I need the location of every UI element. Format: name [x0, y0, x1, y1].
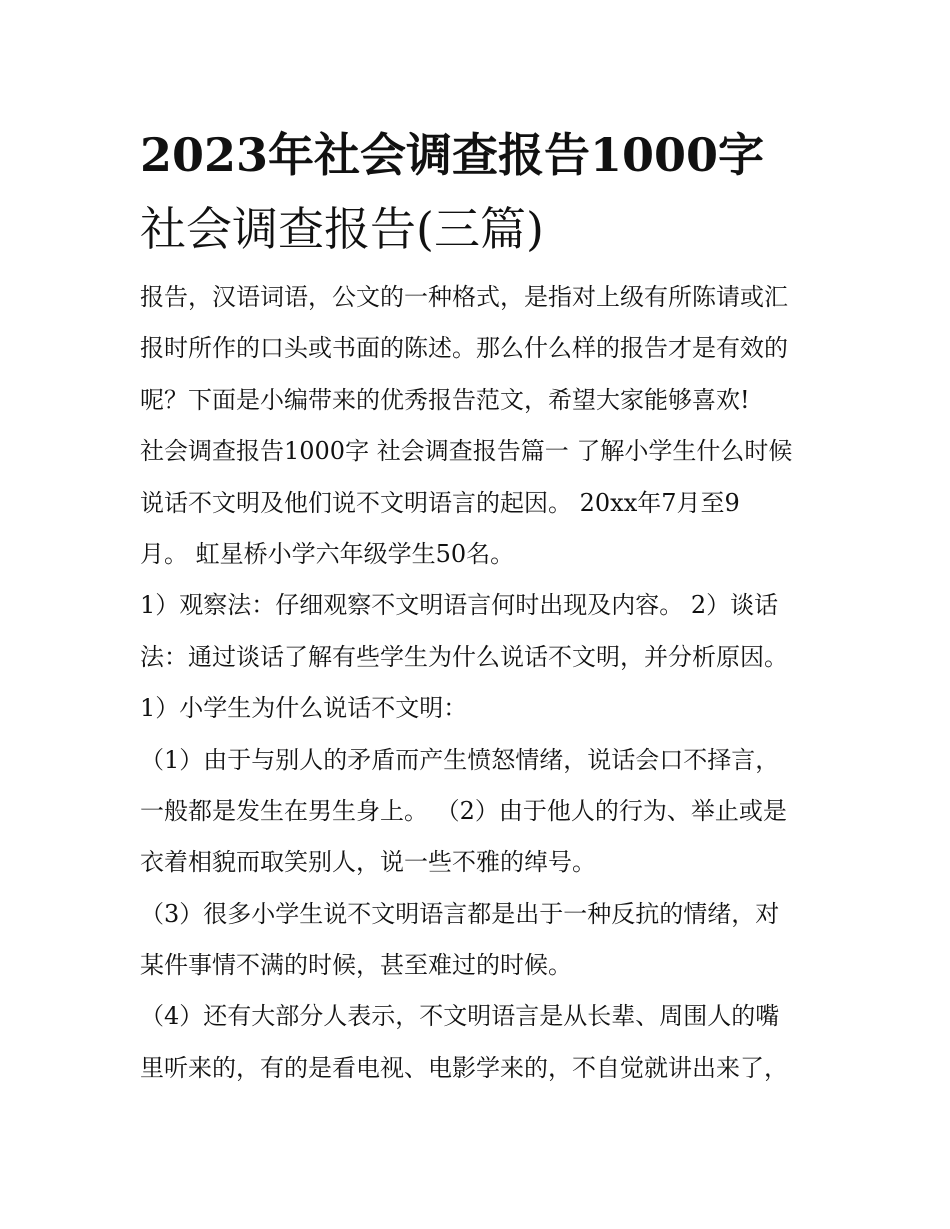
body-line: 1）观察法：仔细观察不文明语言何时出现及内容。 2）谈话: [140, 591, 779, 620]
body-line: 报时所作的口头或书面的陈述。那么什么样的报告才是有效的: [140, 334, 788, 363]
body-line: 说话不文明及他们说不文明语言的起因。 20xx年7月至9: [140, 488, 740, 517]
document-body: [140, 272, 830, 1094]
body-line: （4）还有大部分人表示，不文明语言是从长辈、周围人的嘴: [140, 1002, 780, 1031]
body-line: 呢？下面是小编带来的优秀报告范文，希望大家能够喜欢!: [140, 385, 750, 414]
body-line: 1）小学生为什么说话不文明：: [140, 694, 468, 723]
body-line: 报告，汉语词语，公文的一种格式，是指对上级有所陈请或汇: [140, 283, 788, 311]
body-line: 月。 虹星桥小学六年级学生50名。: [140, 539, 515, 568]
body-line: 某件事情不满的时候，甚至难过的时候。: [140, 951, 572, 980]
title-line-2: 社会调查报告(三篇): [140, 202, 544, 256]
body-line: 社会调查报告1000字 社会调查报告篇一 了解小学生什么时候: [140, 437, 793, 466]
body-line: （1）由于与别人的矛盾而产生愤怒情绪，说话会口不择言，: [140, 745, 780, 774]
body-line: 衣着相貌而取笑别人，说一些不雅的绰号。: [140, 848, 596, 877]
body-line: 法：通过谈话了解有些学生为什么说话不文明，并分析原因。: [140, 642, 788, 671]
body-line: （3）很多小学生说不文明语言都是出于一种反抗的情绪，对: [140, 899, 780, 928]
title-line-1: 2023年社会调查报告1000字: [140, 128, 765, 182]
document-title: [140, 118, 840, 266]
body-line: 里听来的，有的是看电视、电影学来的，不自觉就讲出来了，: [140, 1053, 788, 1082]
body-line: 一般都是发生在男生身上。 （2）由于他人的行为、举止或是: [140, 796, 787, 825]
